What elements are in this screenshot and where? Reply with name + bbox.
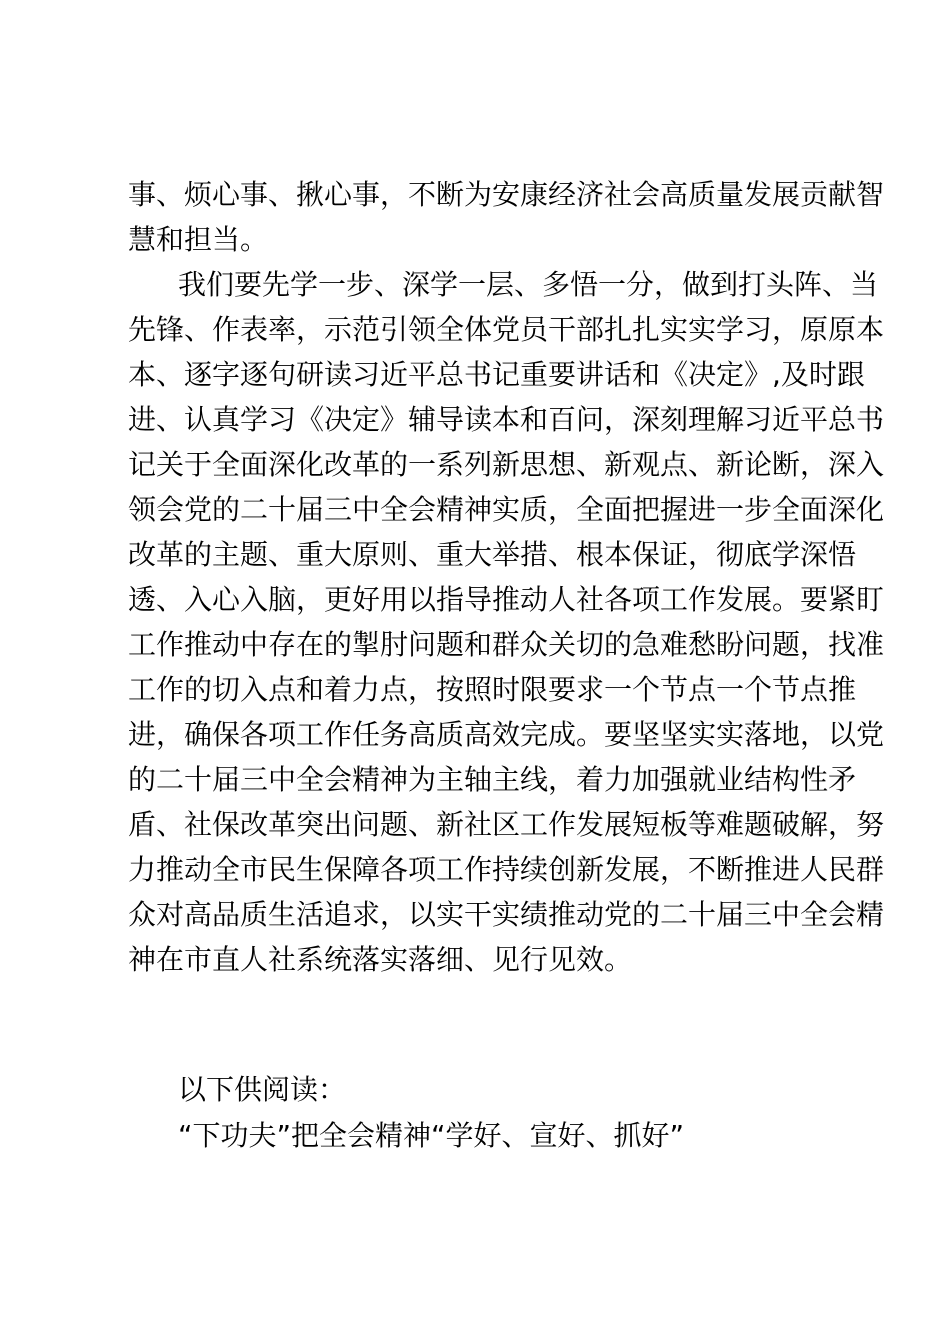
text-line: 改革的主题、重大原则、重大举措、根本保证，彻底学深悟 (128, 538, 857, 571)
text-line: 透、入心入脑，更好用以指导推动人社各项工作发展。要紧盯 (128, 583, 885, 616)
text-line: 进，确保各项工作任务高质高效完成。要坚坚实实落地，以党 (128, 718, 885, 751)
text-line: 力推动全市民生保障各项工作持续创新发展，不断推进人民群 (128, 853, 885, 886)
reading-intro: 以下供阅读： (178, 1073, 347, 1106)
article-title: “下功夫”把全会精神“学好、宣好、抓好” (178, 1119, 685, 1152)
text-line: 工作推动中存在的掣肘问题和群众关切的急难愁盼问题，找准 (128, 628, 885, 661)
text-line: 的二十届三中全会精神为主轴主线，着力加强就业结构性矛 (128, 763, 857, 796)
paragraph-first-line: 我们要先学一步、深学一层、多悟一分，做到打头阵、当 (178, 268, 879, 301)
text-line: 本、逐字逐句研读习近平总书记重要讲话和《决定》,及时跟 (128, 358, 865, 391)
text-line: 进、认真学习《决定》辅导读本和百问，深刻理解习近平总书 (128, 403, 885, 436)
text-line: 先锋、作表率，示范引领全体党员干部扎扎实实学习，原原本 (128, 313, 885, 346)
text-line: 领会党的二十届三中全会精神实质，全面把握进一步全面深化 (128, 493, 885, 526)
text-line: 众对高品质生活追求，以实干实绩推动党的二十届三中全会精 (128, 898, 885, 931)
text-line: 事、烦心事、揪心事，不断为安康经济社会高质量发展贡献智 (128, 178, 885, 211)
text-line: 神在市直人社系统落实落细、见行见效。 (128, 943, 633, 976)
text-line: 工作的切入点和着力点，按照时限要求一个节点一个节点推 (128, 673, 857, 706)
text-line: 盾、社保改革突出问题、新社区工作发展短板等难题破解，努 (128, 808, 885, 841)
text-line: 记关于全面深化改革的一系列新思想、新观点、新论断，深入 (128, 448, 885, 481)
text-line: 慧和担当。 (128, 223, 269, 256)
